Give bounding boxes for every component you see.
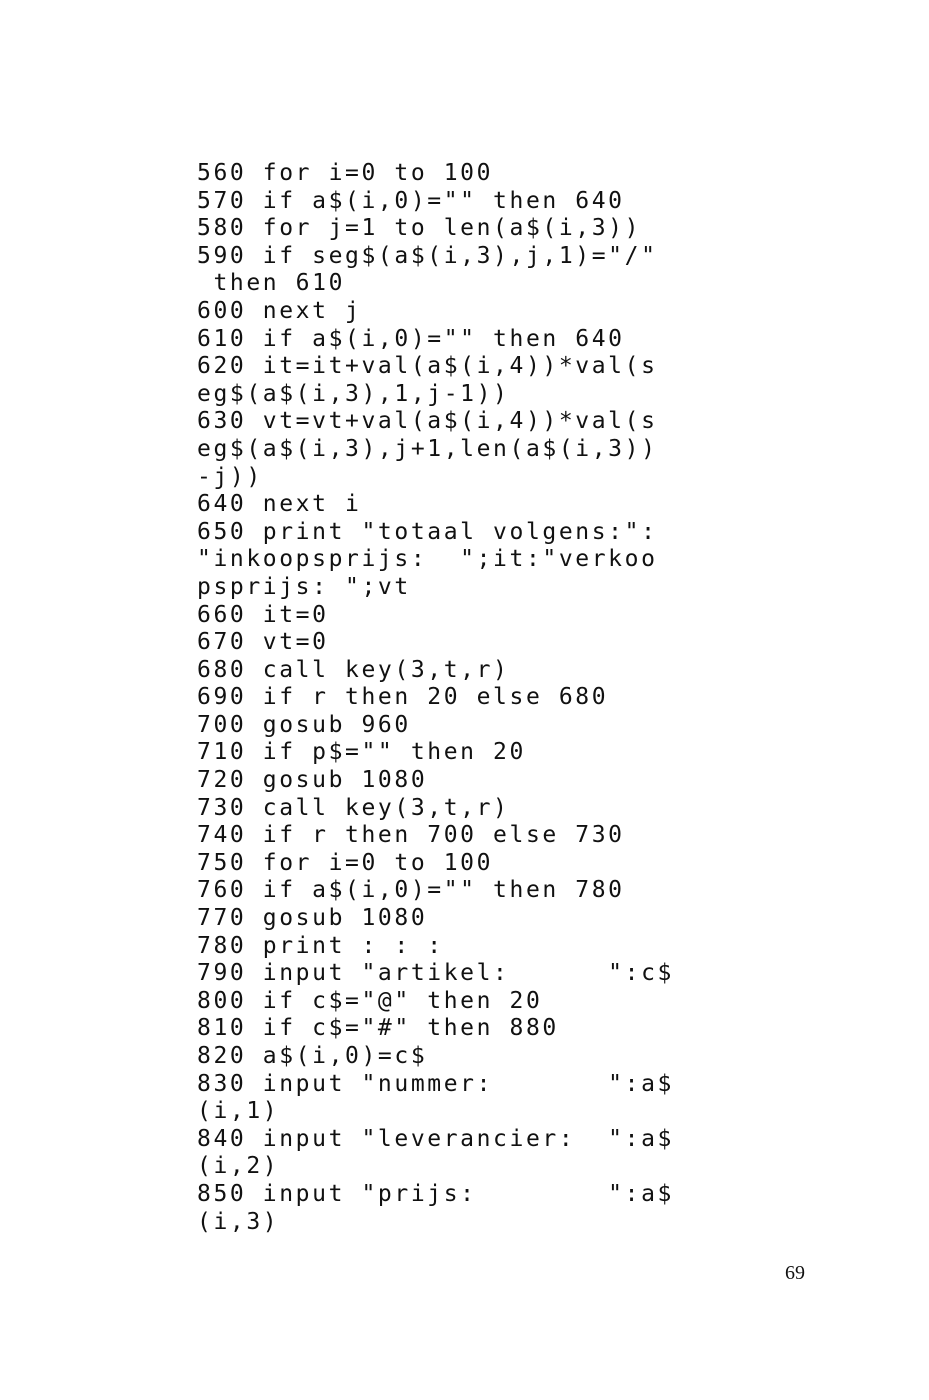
code-line: 650 print "totaal volgens:": — [197, 518, 658, 545]
code-line: eg$(a$(i,3),1,j-1)) — [197, 380, 510, 407]
basic-code-listing — [197, 160, 677, 1236]
code-line: 850 input "prijs: ":a$ — [197, 1180, 674, 1207]
code-line: 700 gosub 960 — [197, 711, 411, 738]
code-line: 570 if a$(i,0)="" then 640 — [197, 187, 625, 214]
code-line: 720 gosub 1080 — [197, 767, 428, 794]
code-line: 820 a$(i,0)=c$ — [197, 1043, 428, 1069]
code-line: (i,1) — [197, 1098, 280, 1125]
code-line: 660 it=0 — [197, 601, 329, 628]
code-line: 840 input "leverancier: ":a$ — [197, 1125, 674, 1152]
code-line: eg$(a$(i,3),j+1,len(a$(i,3)) — [197, 435, 658, 462]
code-line: "inkoopsprijs: ";it:"verkoo — [197, 546, 658, 573]
code-line: 630 vt=vt+val(a$(i,4))*val(s — [197, 408, 658, 435]
code-line: 580 for j=1 to len(a$(i,3)) — [197, 215, 642, 242]
code-line: 790 input "artikel: ":c$ — [197, 960, 674, 987]
code-line: 710 if p$="" then 20 — [197, 739, 526, 766]
page-number: 69 — [785, 1262, 805, 1284]
code-line: 740 if r then 700 else 730 — [197, 822, 625, 849]
code-line: 780 print : : : — [197, 932, 444, 959]
code-line: 800 if c$="@" then 20 — [197, 987, 543, 1014]
code-line: 640 next i — [197, 491, 362, 518]
code-line: 730 call key(3,t,r) — [197, 794, 510, 821]
code-line: 810 if c$="#" then 880 — [197, 1015, 559, 1042]
code-line: then 610 — [197, 270, 346, 297]
code-line: 600 next j — [197, 297, 362, 324]
code-line: 830 input "nummer: ":a$ — [197, 1070, 674, 1097]
code-line: 750 for i=0 to 100 — [197, 849, 494, 876]
code-line: 770 gosub 1080 — [197, 905, 428, 932]
code-line: 590 if seg$(a$(i,3),j,1)="/" — [197, 242, 658, 269]
code-line: 610 if a$(i,0)="" then 640 — [197, 325, 625, 352]
code-line: 560 for i=0 to 100 — [197, 160, 494, 186]
code-line: 620 it=it+val(a$(i,4))*val(s — [197, 353, 658, 380]
code-line: 760 if a$(i,0)="" then 780 — [197, 877, 625, 904]
code-line: 680 call key(3,t,r) — [197, 656, 510, 683]
code-line: psprijs: ";vt — [197, 573, 411, 600]
code-line: 690 if r then 20 else 680 — [197, 684, 609, 711]
code-line: (i,2) — [197, 1153, 280, 1180]
code-line: (i,3) — [197, 1208, 280, 1235]
code-line: -j)) — [197, 463, 263, 490]
code-line: 670 vt=0 — [197, 629, 329, 656]
